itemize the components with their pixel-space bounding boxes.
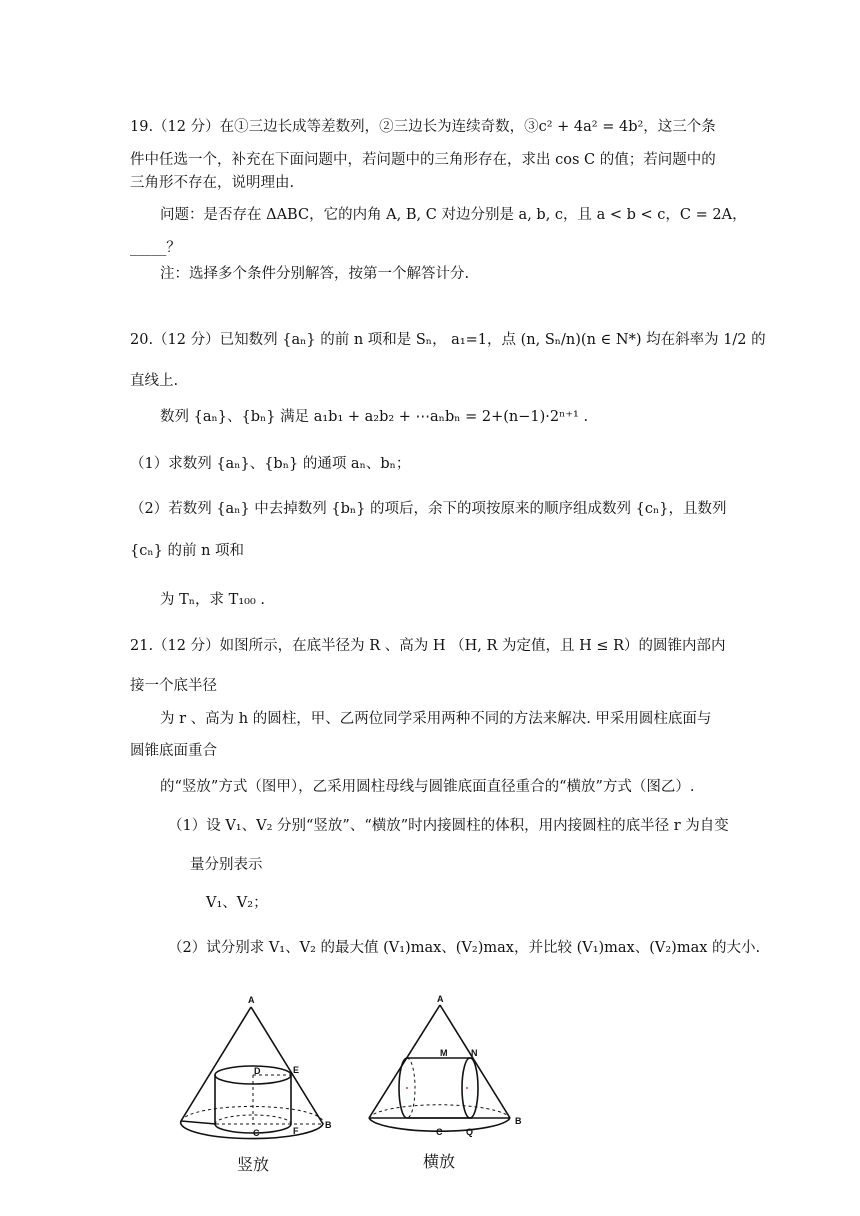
q21-line-5: 的“竖放”方式（图甲），乙采用圆柱母线与圆锥底面直径重合的“横放”方式（图乙）.	[160, 779, 695, 795]
point-label-a: A	[248, 995, 255, 1005]
point-label-f: F	[293, 1126, 299, 1136]
q21-line-7: 量分别表示	[190, 857, 263, 873]
point-label-c: C	[253, 1128, 260, 1138]
q21-line-4: 圆锥底面重合	[130, 743, 217, 759]
center-point-left	[406, 1087, 408, 1089]
center-point-right	[466, 1087, 468, 1089]
q20-line-1: 20.（12 分）已知数列 {aₙ} 的前 n 项和是 Sₙ， a₁=1，点 (n, Sₙ/n)(n ∈ N*) 均在斜率为 1/2 的	[130, 332, 766, 348]
q20-line-6: {cₙ} 的前 n 项和	[130, 543, 245, 559]
q20-line-3: 数列 {aₙ}、{bₙ} 满足 a₁b₁ + a₂b₂ + ⋯aₙbₙ = 2+(n−1)·2ⁿ⁺¹ .	[160, 409, 589, 425]
point-label-c-right: C	[436, 1127, 443, 1137]
q19-line-5: _____？	[130, 240, 181, 256]
point-label-m: M	[440, 1048, 448, 1058]
q20-line-2: 直线上.	[130, 373, 179, 389]
point-label-e: E	[293, 1065, 300, 1075]
q20-line-5: （2）若数列 {aₙ} 中去掉数列 {bₙ} 的项后，余下的项按原来的顺序组成数列 {cₙ}，且数列	[130, 501, 727, 517]
q21-line-1: 21.（12 分）如图所示，在底半径为 R 、高为 H （H, R 为定值，且 H ≤ R）的圆锥内部内	[130, 638, 726, 654]
point-label-d: D	[254, 1066, 261, 1076]
q21-line-9: （2）试分别求 V₁、V₂ 的最大值 (V₁)max、(V₂)max，并比较 (V₁)max、(V₂)max 的大小.	[168, 940, 761, 956]
caption-horizontal: 横放	[423, 1152, 456, 1171]
q19-line-6: 注：选择多个条件分别解答，按第一个解答计分.	[160, 266, 470, 282]
figure-vertical-cylinder	[181, 1007, 324, 1139]
q21-line-2: 接一个底半径	[130, 678, 217, 694]
point-label-b: B	[325, 1120, 332, 1130]
point-label-n: N	[471, 1048, 478, 1058]
point-label-a-right: A	[437, 994, 444, 1004]
q21-line-3: 为 r 、高为 h 的圆柱，甲、乙两位同学采用两种不同的方法来解决. 甲采用圆柱底面与	[160, 711, 712, 727]
q21-line-6: （1）设 V₁、V₂ 分别“竖放”、“横放”时内接圆柱的体积，用内接圆柱的底半径 r 为自变	[168, 818, 729, 834]
q19-line-4: 问题：是否存在 ΔABC，它的内角 A, B, C 对边分别是 a, b, c，且 a < b < c，C = 2A，	[160, 207, 747, 223]
q20-line-7: 为 Tₙ，求 T₁₀₀ .	[160, 592, 265, 608]
q19-line-1: 19.（12 分）在①三边长成等差数列，②三边长为连续奇数，③c² + 4a² = 4b²，这三个条	[130, 119, 716, 135]
figure-horizontal-cylinder	[369, 1005, 510, 1131]
q20-line-4: （1）求数列 {aₙ}、{bₙ} 的通项 aₙ、bₙ；	[130, 456, 411, 472]
point-label-b-right: B	[515, 1116, 522, 1126]
caption-vertical: 竖放	[237, 1155, 270, 1174]
q21-line-8: V₁、V₂；	[206, 895, 268, 911]
point-label-q: Q	[466, 1127, 474, 1137]
q19-line-3: 三角形不存在，说明理由.	[130, 175, 295, 191]
q19-line-2: 件中任选一个，补充在下面问题中，若问题中的三角形存在，求出 cos C 的值；若问题中的	[130, 152, 716, 168]
